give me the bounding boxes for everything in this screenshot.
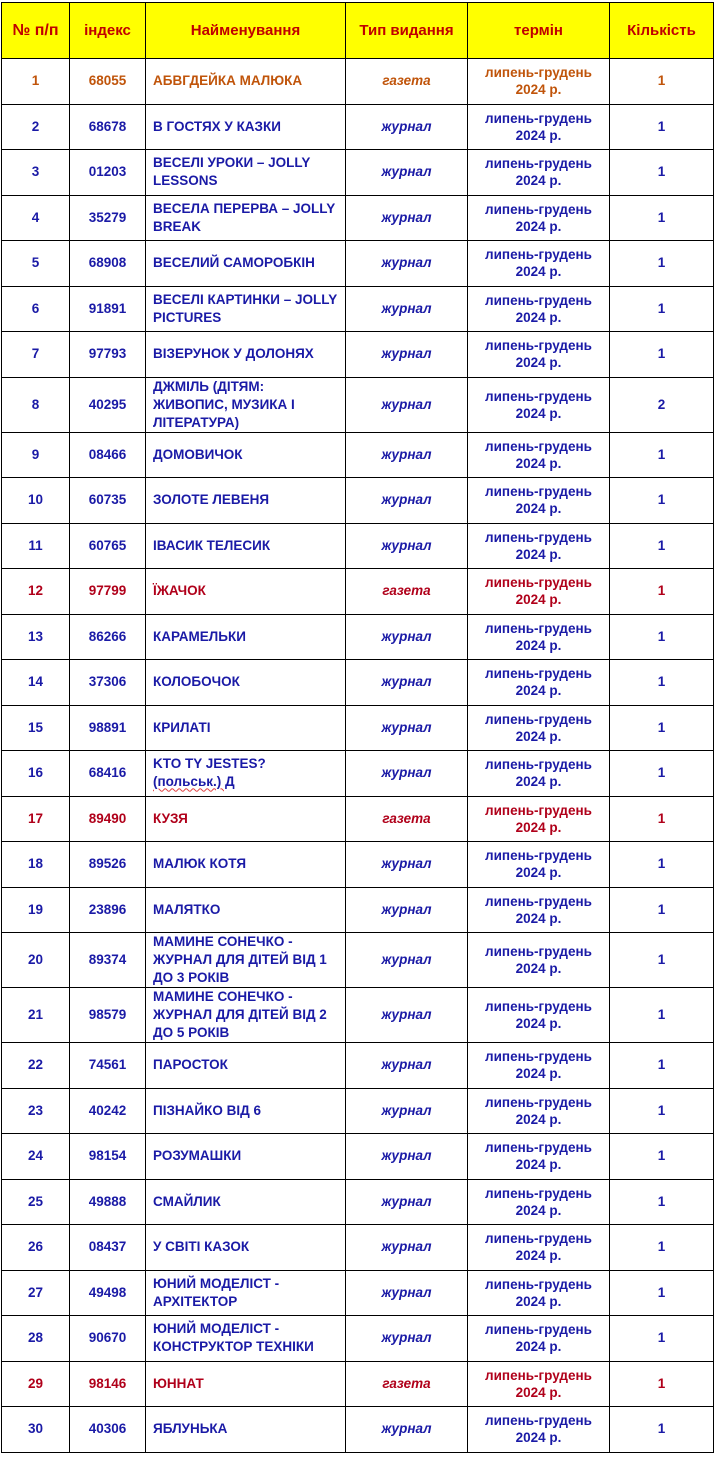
row-index: 23896 (70, 887, 146, 933)
row-number: 9 (2, 432, 70, 478)
row-qty: 1 (610, 1316, 714, 1362)
row-number: 27 (2, 1270, 70, 1316)
row-term: липень-грудень 2024 р. (468, 1270, 610, 1316)
row-name: ЮНИЙ МОДЕЛІСТ - КОНСТРУКТОР ТЕХНІКИ (146, 1316, 346, 1362)
table-row (2, 1361, 714, 1407)
subscription-table (1, 2, 714, 1453)
row-name: ЗОЛОТЕ ЛЕВЕНЯ (146, 478, 346, 524)
row-term: липень-грудень 2024 р. (468, 842, 610, 888)
row-qty: 1 (610, 150, 714, 196)
row-number: 29 (2, 1361, 70, 1407)
row-qty: 1 (610, 523, 714, 569)
row-number: 1 (2, 59, 70, 105)
row-qty: 1 (610, 1270, 714, 1316)
table-row (2, 377, 714, 432)
row-number: 21 (2, 988, 70, 1043)
row-term: липень-грудень 2024 р. (468, 1407, 610, 1453)
header-index: індекс (70, 3, 146, 59)
table-row (2, 887, 714, 933)
row-index: 35279 (70, 195, 146, 241)
row-name: МАЛЮК КОТЯ (146, 842, 346, 888)
table-row (2, 933, 714, 988)
row-number: 19 (2, 887, 70, 933)
row-index: 97793 (70, 332, 146, 378)
table-row (2, 796, 714, 842)
row-qty: 1 (610, 660, 714, 706)
table-row (2, 195, 714, 241)
row-type: газета (346, 1361, 468, 1407)
table-body (2, 59, 714, 1453)
row-number: 30 (2, 1407, 70, 1453)
row-qty: 1 (610, 1361, 714, 1407)
row-qty: 1 (610, 478, 714, 524)
row-term: липень-грудень 2024 р. (468, 569, 610, 615)
row-name: МАЛЯТКО (146, 887, 346, 933)
row-qty: 1 (610, 751, 714, 797)
header-row (2, 3, 714, 59)
row-term: липень-грудень 2024 р. (468, 150, 610, 196)
table-row (2, 241, 714, 287)
table-row (2, 478, 714, 524)
row-index: 74561 (70, 1043, 146, 1089)
row-type: журнал (346, 241, 468, 287)
table-row (2, 523, 714, 569)
row-index: 08437 (70, 1225, 146, 1271)
row-name: ЮНИЙ МОДЕЛІСТ - АРХІТЕКТОР (146, 1270, 346, 1316)
row-type: газета (346, 59, 468, 105)
row-type: журнал (346, 195, 468, 241)
table-row (2, 1407, 714, 1453)
row-qty: 1 (610, 1225, 714, 1271)
table-row (2, 614, 714, 660)
row-name: ВЕСЕЛА ПЕРЕРВА – JOLLY BREAK (146, 195, 346, 241)
row-number: 16 (2, 751, 70, 797)
row-number: 22 (2, 1043, 70, 1089)
row-name: ПАРОСТОК (146, 1043, 346, 1089)
row-qty: 1 (610, 332, 714, 378)
row-name: ЮННАТ (146, 1361, 346, 1407)
row-name: ВЕСЕЛИЙ САМОРОБКІН (146, 241, 346, 287)
row-name: КУЗЯ (146, 796, 346, 842)
row-number: 4 (2, 195, 70, 241)
row-index: 68055 (70, 59, 146, 105)
row-index: 68678 (70, 104, 146, 150)
row-type: журнал (346, 614, 468, 660)
row-index: 89526 (70, 842, 146, 888)
table-row (2, 286, 714, 332)
row-type: журнал (346, 933, 468, 988)
row-qty: 1 (610, 1043, 714, 1089)
row-qty: 1 (610, 842, 714, 888)
row-index: 49888 (70, 1179, 146, 1225)
header-term: термін (468, 3, 610, 59)
row-index: 40295 (70, 377, 146, 432)
row-index: 91891 (70, 286, 146, 332)
row-number: 8 (2, 377, 70, 432)
table-row (2, 150, 714, 196)
row-index: 08466 (70, 432, 146, 478)
row-type: журнал (346, 150, 468, 196)
row-number: 10 (2, 478, 70, 524)
row-name: СМАЙЛИК (146, 1179, 346, 1225)
row-number: 12 (2, 569, 70, 615)
row-type: журнал (346, 377, 468, 432)
table-row (2, 1088, 714, 1134)
row-term: липень-грудень 2024 р. (468, 751, 610, 797)
row-name: ВІЗЕРУНОК У ДОЛОНЯХ (146, 332, 346, 378)
row-type: журнал (346, 1225, 468, 1271)
row-term: липень-грудень 2024 р. (468, 660, 610, 706)
row-number: 6 (2, 286, 70, 332)
row-index: 97799 (70, 569, 146, 615)
row-number: 17 (2, 796, 70, 842)
table-row (2, 104, 714, 150)
row-index: 01203 (70, 150, 146, 196)
row-qty: 1 (610, 1134, 714, 1180)
row-term: липень-грудень 2024 р. (468, 933, 610, 988)
row-number: 7 (2, 332, 70, 378)
row-term: липень-грудень 2024 р. (468, 705, 610, 751)
row-term: липень-грудень 2024 р. (468, 988, 610, 1043)
row-name: РОЗУМАШКИ (146, 1134, 346, 1180)
row-index: 98579 (70, 988, 146, 1043)
row-type: журнал (346, 286, 468, 332)
row-number: 2 (2, 104, 70, 150)
table-row (2, 660, 714, 706)
table-row (2, 988, 714, 1043)
row-name: ЇЖАЧОК (146, 569, 346, 615)
row-name: ПІЗНАЙКО ВІД 6 (146, 1088, 346, 1134)
row-index: 90670 (70, 1316, 146, 1362)
row-term: липень-грудень 2024 р. (468, 241, 610, 287)
table-row (2, 1134, 714, 1180)
row-type: журнал (346, 751, 468, 797)
row-qty: 1 (610, 933, 714, 988)
row-number: 28 (2, 1316, 70, 1362)
row-qty: 1 (610, 286, 714, 332)
row-qty: 1 (610, 59, 714, 105)
row-qty: 1 (610, 1407, 714, 1453)
row-index: 40306 (70, 1407, 146, 1453)
row-type: журнал (346, 432, 468, 478)
row-number: 15 (2, 705, 70, 751)
row-type: журнал (346, 523, 468, 569)
row-type: журнал (346, 1407, 468, 1453)
row-number: 5 (2, 241, 70, 287)
row-number: 11 (2, 523, 70, 569)
row-name: КАРАМЕЛЬКИ (146, 614, 346, 660)
header-type: Тип видання (346, 3, 468, 59)
row-qty: 1 (610, 705, 714, 751)
row-type: журнал (346, 842, 468, 888)
row-name: ВЕСЕЛІ КАРТИНКИ – JOLLY PICTURES (146, 286, 346, 332)
row-type: журнал (346, 1179, 468, 1225)
row-index: 68908 (70, 241, 146, 287)
table-row (2, 59, 714, 105)
row-index: 60765 (70, 523, 146, 569)
table-row (2, 332, 714, 378)
row-term: липень-грудень 2024 р. (468, 796, 610, 842)
row-type: журнал (346, 332, 468, 378)
row-index: 98891 (70, 705, 146, 751)
row-type: газета (346, 796, 468, 842)
row-name: ДОМОВИЧОК (146, 432, 346, 478)
row-type: журнал (346, 1270, 468, 1316)
row-type: журнал (346, 660, 468, 706)
row-term: липень-грудень 2024 р. (468, 59, 610, 105)
row-type: журнал (346, 1088, 468, 1134)
row-term: липень-грудень 2024 р. (468, 1316, 610, 1362)
row-index: 60735 (70, 478, 146, 524)
row-qty: 1 (610, 195, 714, 241)
row-term: липень-грудень 2024 р. (468, 523, 610, 569)
row-term: липень-грудень 2024 р. (468, 1361, 610, 1407)
row-index: 37306 (70, 660, 146, 706)
row-type: журнал (346, 1316, 468, 1362)
row-term: липень-грудень 2024 р. (468, 377, 610, 432)
row-qty: 1 (610, 1088, 714, 1134)
row-index: 98154 (70, 1134, 146, 1180)
row-term: липень-грудень 2024 р. (468, 1043, 610, 1089)
table-row (2, 705, 714, 751)
row-term: липень-грудень 2024 р. (468, 1088, 610, 1134)
row-name: КРИЛАТІ (146, 705, 346, 751)
row-name-main: KTO TY JESTES? (153, 756, 266, 772)
table-row (2, 1179, 714, 1225)
row-term: липень-грудень 2024 р. (468, 1134, 610, 1180)
row-qty: 1 (610, 241, 714, 287)
row-qty: 1 (610, 796, 714, 842)
row-type: журнал (346, 1134, 468, 1180)
table-row (2, 569, 714, 615)
row-term: липень-грудень 2024 р. (468, 887, 610, 933)
row-name: У СВІТІ КАЗОК (146, 1225, 346, 1271)
row-name: АБВГДЕЙКА МАЛЮКА (146, 59, 346, 105)
table-row (2, 842, 714, 888)
row-number: 25 (2, 1179, 70, 1225)
row-type: журнал (346, 104, 468, 150)
row-qty: 1 (610, 614, 714, 660)
row-type: журнал (346, 887, 468, 933)
row-term: липень-грудень 2024 р. (468, 332, 610, 378)
table-row (2, 432, 714, 478)
row-name: ВЕСЕЛІ УРОКИ – JOLLY LESSONS (146, 150, 346, 196)
row-name: ЯБЛУНЬКА (146, 1407, 346, 1453)
row-number: 26 (2, 1225, 70, 1271)
row-name: ДЖМІЛЬ (ДІТЯМ: ЖИВОПИС, МУЗИКА І ЛІТЕРАТУРА) (146, 377, 346, 432)
row-term: липень-грудень 2024 р. (468, 478, 610, 524)
row-qty: 2 (610, 377, 714, 432)
row-type: газета (346, 569, 468, 615)
row-term: липень-грудень 2024 р. (468, 1179, 610, 1225)
row-term: липень-грудень 2024 р. (468, 104, 610, 150)
row-qty: 1 (610, 887, 714, 933)
row-type: журнал (346, 988, 468, 1043)
row-number: 14 (2, 660, 70, 706)
header-num: № п/п (2, 3, 70, 59)
row-term: липень-грудень 2024 р. (468, 432, 610, 478)
row-qty: 1 (610, 104, 714, 150)
row-qty: 1 (610, 569, 714, 615)
row-index: 89374 (70, 933, 146, 988)
row-name: МАМИНЕ СОНЕЧКО - ЖУРНАЛ ДЛЯ ДІТЕЙ ВІД 1 ДО 3 РОКІВ (146, 933, 346, 988)
row-number: 20 (2, 933, 70, 988)
row-index: 49498 (70, 1270, 146, 1316)
row-name: КОЛОБОЧОК (146, 660, 346, 706)
row-number: 24 (2, 1134, 70, 1180)
row-qty: 1 (610, 432, 714, 478)
row-index: 86266 (70, 614, 146, 660)
row-number: 18 (2, 842, 70, 888)
header-name: Найменування (146, 3, 346, 59)
row-term: липень-грудень 2024 р. (468, 286, 610, 332)
row-term: липень-грудень 2024 р. (468, 614, 610, 660)
row-type: журнал (346, 705, 468, 751)
row-type: журнал (346, 478, 468, 524)
table-row (2, 1043, 714, 1089)
table-row (2, 1316, 714, 1362)
table-row (2, 751, 714, 797)
row-type: журнал (346, 1043, 468, 1089)
row-index: 40242 (70, 1088, 146, 1134)
row-number: 23 (2, 1088, 70, 1134)
row-qty: 1 (610, 1179, 714, 1225)
table-row (2, 1270, 714, 1316)
row-name: МАМИНЕ СОНЕЧКО - ЖУРНАЛ ДЛЯ ДІТЕЙ ВІД 2 ДО 5 РОКІВ (146, 988, 346, 1043)
row-index: 89490 (70, 796, 146, 842)
row-name: ІВАСИК ТЕЛЕСИК (146, 523, 346, 569)
header-qty: Кількість (610, 3, 714, 59)
table-row (2, 1225, 714, 1271)
row-name-suffix: (польськ.) Д (153, 774, 235, 790)
row-term: липень-грудень 2024 р. (468, 1225, 610, 1271)
row-index: 68416 (70, 751, 146, 797)
row-index: 98146 (70, 1361, 146, 1407)
row-number: 13 (2, 614, 70, 660)
row-number: 3 (2, 150, 70, 196)
row-name (146, 751, 346, 797)
row-qty: 1 (610, 988, 714, 1043)
row-term: липень-грудень 2024 р. (468, 195, 610, 241)
row-name: В ГОСТЯХ У КАЗКИ (146, 104, 346, 150)
